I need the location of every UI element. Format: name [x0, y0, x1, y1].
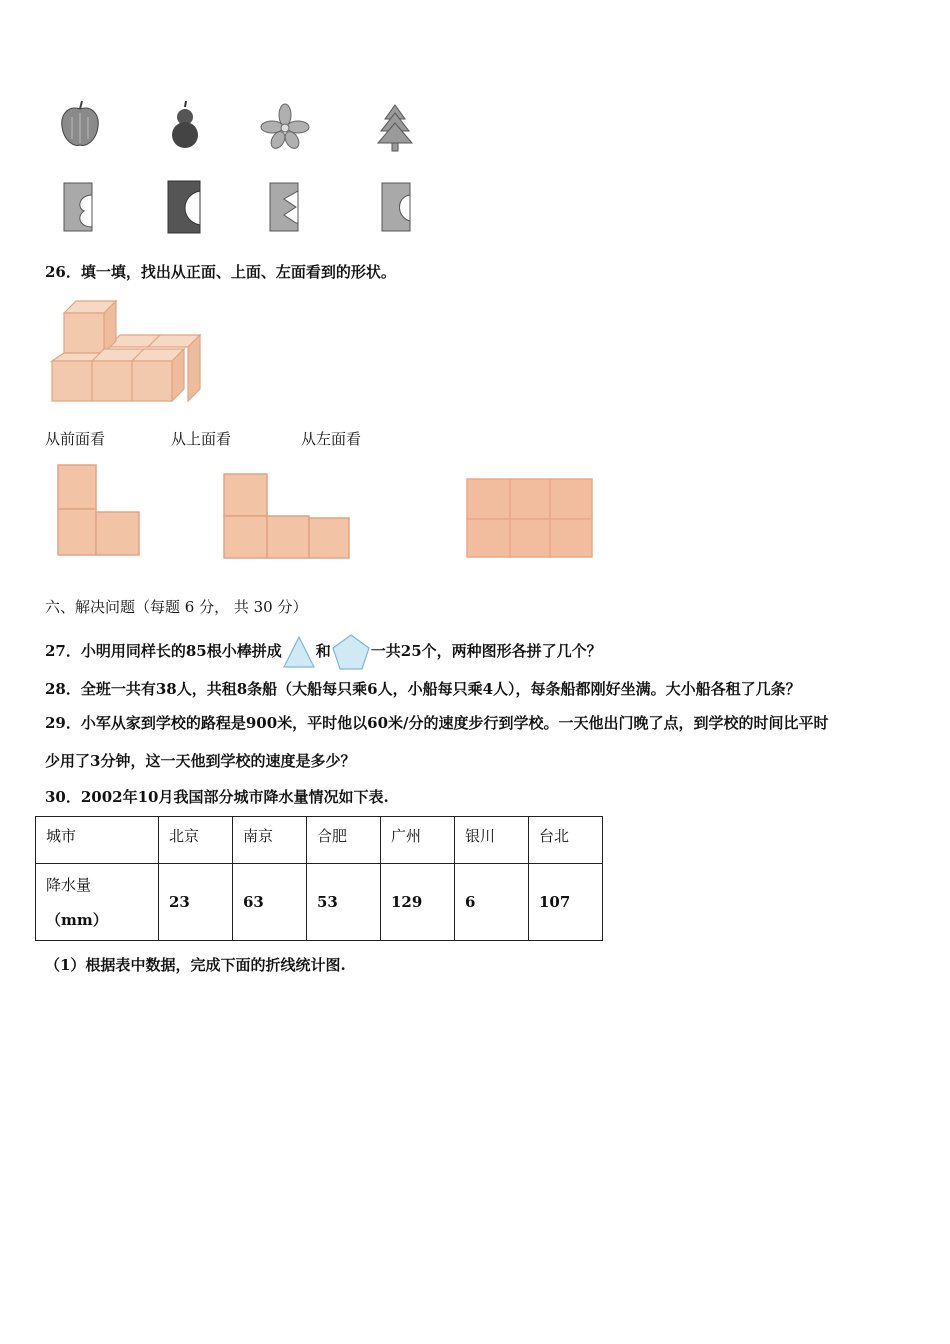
label-left-view: 从左面看 [301, 430, 362, 448]
row-label-rainfall [36, 864, 159, 941]
section-6-title: 六、解决问题（每题 6 分， 共 30 分） [45, 598, 308, 616]
flower-shape [261, 104, 309, 151]
value-cell-guangzhou: 129 [381, 864, 455, 941]
tree-shape [378, 105, 412, 151]
left-view-figure [464, 476, 596, 560]
half-shape-1 [64, 183, 92, 231]
value-cell-hefei: 53 [307, 864, 381, 941]
question-27-part2: 和 [315, 642, 331, 660]
gourd-shape [172, 101, 198, 148]
header-cell-beijing: 北京 [159, 817, 233, 864]
header-cell-hefei: 合肥 [307, 817, 381, 864]
apple-shape [62, 101, 99, 145]
label-front-view: 从前面看 [45, 430, 106, 448]
question-27-part3: 一共25个，两种图形各拼了几个？ [370, 642, 602, 660]
question-29-line2: 少用了3分钟，这一天他到学校的速度是多少？ [45, 752, 356, 770]
question-26: 26．填一填，找出从正面、上面、左面看到的形状。 [45, 263, 396, 281]
header-cell-guangzhou: 广州 [381, 817, 455, 864]
question-29-line1: 29．小军从家到学校的路程是900米，平时他以60米/分的速度步行到学校。一天他出门晚了点，到学校的时间比平时 [45, 714, 829, 732]
row-label-line2: （mm） [46, 911, 108, 929]
value-cell-yinchuan: 6 [455, 864, 529, 941]
pentagon-icon [331, 633, 371, 671]
question-30-sub1: （1）根据表中数据，完成下面的折线统计图. [45, 956, 346, 974]
symmetry-pictures [40, 95, 440, 245]
front-view-figure [55, 462, 145, 558]
label-top-view: 从上面看 [171, 430, 232, 448]
question-30: 30．2002年10月我国部分城市降水量情况如下表. [45, 788, 389, 806]
top-view-figure [221, 471, 353, 561]
header-cell-nanjing: 南京 [233, 817, 307, 864]
cube-figure [50, 295, 210, 407]
question-27 [45, 633, 602, 671]
value-cell-nanjing: 63 [233, 864, 307, 941]
table-row-header [36, 817, 603, 864]
header-cell-city: 城市 [36, 817, 159, 864]
half-shape-3 [270, 183, 298, 231]
rainfall-table [35, 816, 603, 941]
row-label-line1: 降水量 [46, 876, 92, 894]
header-cell-yinchuan: 银川 [455, 817, 529, 864]
half-shape-2 [168, 181, 200, 233]
triangle-icon [282, 635, 316, 669]
table-row-rainfall [36, 864, 603, 941]
half-shape-4 [382, 183, 410, 231]
question-28: 28．全班一共有38人，共租8条船（大船每只乘6人，小船每只乘4人），每条船都刚好坐满。大小船各租了几条？ [45, 680, 801, 698]
header-cell-taipei: 台北 [529, 817, 603, 864]
value-cell-beijing: 23 [159, 864, 233, 941]
question-27-part1: 27．小明用同样长的85根小棒拼成 [45, 642, 282, 660]
value-cell-taipei: 107 [529, 864, 603, 941]
